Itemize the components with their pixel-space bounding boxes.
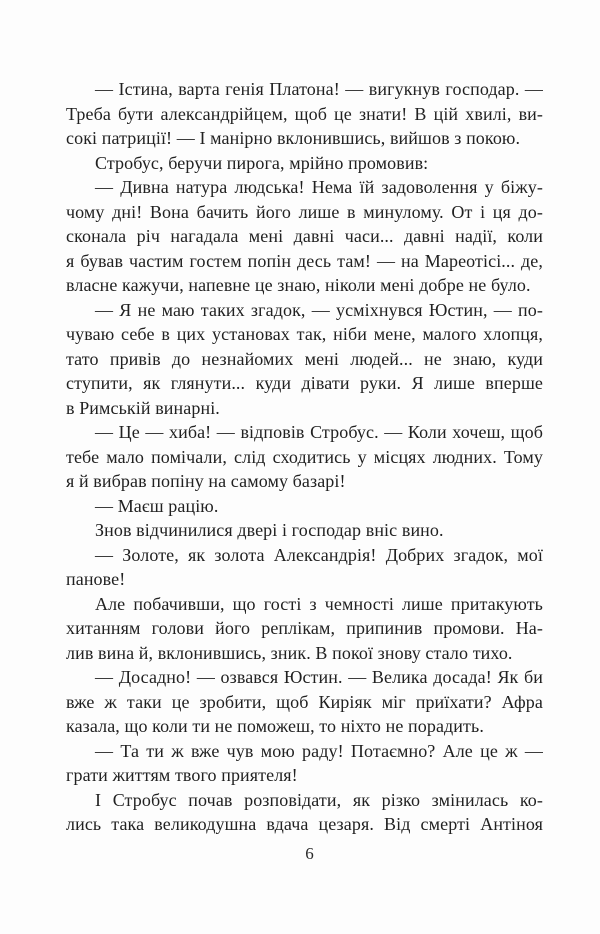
paragraph — [66, 494, 543, 519]
text-line: — Істина, варта генія Платона! — вигукнув господар. — — [95, 79, 543, 99]
text-line: тебе мало помічали, слід сходитись у місцях людних. Тому — [66, 446, 543, 467]
text-line: — Досадно! — озвався Юстин. — Велика досада! Як би — [95, 667, 543, 687]
paragraph — [66, 543, 543, 592]
text-block — [66, 77, 543, 837]
text-line: сокі патриції! — І манірно вклонившись, вийшов з покою. — [66, 128, 521, 148]
text-line: в Римській винарні. — [66, 397, 220, 418]
text-line: І Стробус почав розповідати, як різко змінилась ко- — [95, 789, 543, 810]
text-line: — Та ти ж вже чув мою раду! Потаємно? Але це ж — — [95, 740, 543, 761]
text-line: лись така великодушна вдача цезаря. Від смерті Антіноя — [66, 814, 543, 834]
text-line: казала, що коли ти не поможеш, то ніхто не порадить. — [66, 716, 484, 736]
text-line: — Дивна натура людська! Нема їй задоволення у біжу- — [95, 177, 543, 197]
paragraph — [66, 518, 543, 543]
text-line: сконала річ нагадала мені давні часи... давні надії, коли — [66, 226, 543, 246]
text-line: — Золоте, як золота Александрія! Добрих згадок, мої — [95, 544, 543, 565]
text-line: власне кажучи, напевне це знаю, ніколи мені добре не було. — [66, 275, 531, 295]
text-line: грати життям твого приятеля! — [66, 765, 298, 785]
text-line: тато привів до незнайомих мені людей... не знаю, куди — [66, 348, 543, 369]
text-line: я й вибрав попіну на самому базарі! — [66, 471, 346, 491]
text-line: панове! — [66, 569, 126, 589]
text-line: лив вина й, вклонившись, зник. В покої знову стало тихо. — [66, 642, 513, 663]
paragraph — [66, 788, 543, 837]
paragraph — [66, 77, 543, 151]
text-line: я бував частим гостем попін десь там! — на Мареотісі... де, — [66, 250, 543, 271]
text-line: ступити, як глянути... куди дівати руки. Я лише вперше — [66, 373, 543, 393]
paragraph — [66, 739, 543, 788]
page-number: 6 — [305, 843, 314, 863]
text-line: Знов відчинилися двері і господар вніс вино. — [95, 520, 444, 540]
paragraph — [66, 420, 543, 494]
text-line: чуваю себе в цих установах так, ніби мене, малого хлопця, — [66, 324, 543, 344]
paragraph — [66, 298, 543, 421]
text-line: Але побачивши, що гості з чемності лише притакують — [95, 593, 543, 614]
text-line: — Я не маю таких згадок, — усміхнувся Юстин, — по- — [95, 299, 543, 320]
text-line: — Маєш рацію. — [95, 495, 219, 516]
text-line: Треба бути александрійцем, щоб це знати! В цій хвилі, ви- — [66, 103, 543, 124]
text-line: Стробус, беручи пирога, мрійно промовив: — [95, 152, 429, 173]
text-line: хитанням голови його реплікам, припинив промови. На- — [66, 618, 543, 638]
text-line: вже ж таки це зробити, щоб Киріяк міг приїхати? Афра — [66, 691, 543, 712]
paragraph — [66, 175, 543, 298]
paragraph — [66, 151, 543, 176]
paragraph — [66, 592, 543, 666]
text-line: — Це — хиба! — відповів Стробус. — Коли хочеш, щоб — [95, 422, 543, 442]
paragraph — [66, 665, 543, 739]
text-line: чому дні! Вона бачить його лише в минулому. От і ця до- — [66, 201, 543, 222]
